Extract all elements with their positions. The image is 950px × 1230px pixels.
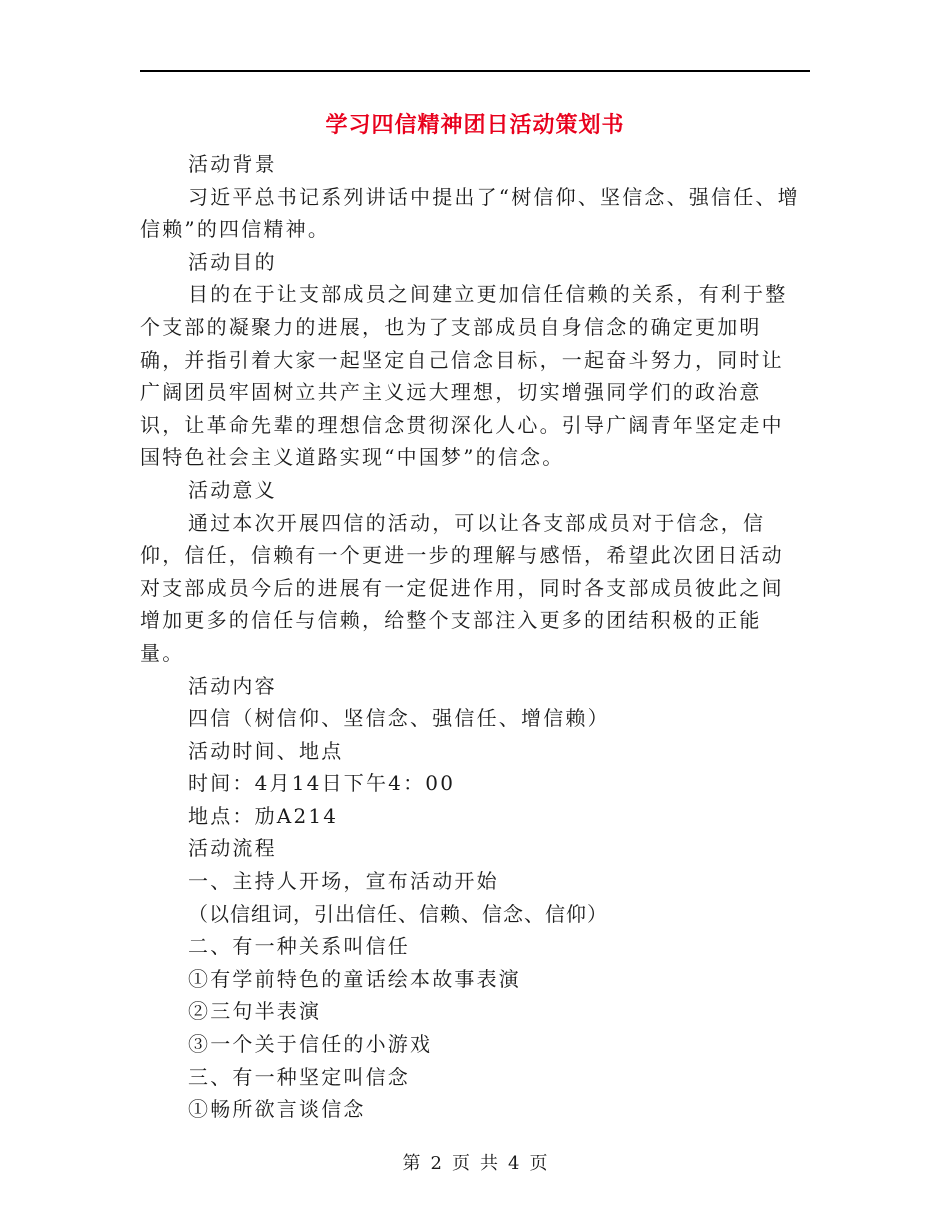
document-body xyxy=(140,148,800,1126)
header-rule xyxy=(140,70,810,72)
footer-label-page-unit: 页 xyxy=(452,1153,470,1174)
page-footer xyxy=(140,1150,810,1178)
process-step-1: 一、主持人开场，宣布活动开始 xyxy=(188,869,499,894)
heading-significance: 活动意义 xyxy=(188,477,277,502)
footer-label-total-unit: 页 xyxy=(529,1153,548,1174)
process-step-3: 三、有一种坚定叫信念 xyxy=(188,1064,410,1089)
process-step-3-item-1: ①畅所欲言谈信念 xyxy=(188,1097,366,1122)
footer-current-page: 2 xyxy=(430,1153,442,1174)
process-step-2: 二、有一种关系叫信任 xyxy=(188,934,410,959)
paragraph-place: 地点：劢A214 xyxy=(188,803,339,828)
footer-total-pages: 4 xyxy=(508,1153,520,1174)
paragraph-background: 习近平总书记系列讲话中提出了“树信仰、坚信念、强信任、增信赖”的四信精神。 xyxy=(140,184,800,242)
process-step-2-item-3: ③一个关于信任的小游戏 xyxy=(188,1032,433,1057)
paragraph-significance: 通过本次开展四信的活动，可以让各支部成员对于信念，信仰，信任，信赖有一个更进一步的理解与感悟，希望此次团日活动对支部成员今后的进展有一定促进作用，同时各支部成员彼此之间增加更多的信任与信赖，给整个支部注入更多的团结积极的正能量。 xyxy=(140,510,784,665)
heading-background: 活动背景 xyxy=(188,152,277,176)
heading-purpose: 活动目的 xyxy=(188,249,277,274)
heading-time-place: 活动时间、地点 xyxy=(188,738,344,763)
process-step-2-item-2: ②三句半表演 xyxy=(188,999,322,1024)
paragraph-time: 时间：4月14日下午4：00 xyxy=(188,771,456,796)
heading-process: 活动流程 xyxy=(188,836,277,861)
document-title: 学习四信精神团日活动策划书 xyxy=(325,112,625,138)
heading-content: 活动内容 xyxy=(188,673,277,698)
process-step-1-note: （以信组词，引出信任、信赖、信念、信仰） xyxy=(188,901,608,926)
footer-label-total: 共 xyxy=(480,1153,498,1174)
paragraph-content: 四信（树信仰、坚信念、强信任、增信赖） xyxy=(188,706,610,731)
paragraph-purpose: 目的在于让支部成员之间建立更加信任信赖的关系，有利于整个支部的凝聚力的进展，也为了支部成员自身信念的确定更加明确，并指引着大家一起坚定自己信念目标，一起奋斗努力，同时让广阔团员牢固树立共产主义远大理想，切实增强同学们的政治意识，让革命先辈的理想信念贯彻深化人心。引导广阔青年坚定走中国特色社会主义道路实现“中国梦”的信念。 xyxy=(140,282,788,470)
process-step-2-item-1: ①有学前特色的童话绘本故事表演 xyxy=(188,966,521,991)
footer-label-page: 第 xyxy=(402,1153,421,1174)
